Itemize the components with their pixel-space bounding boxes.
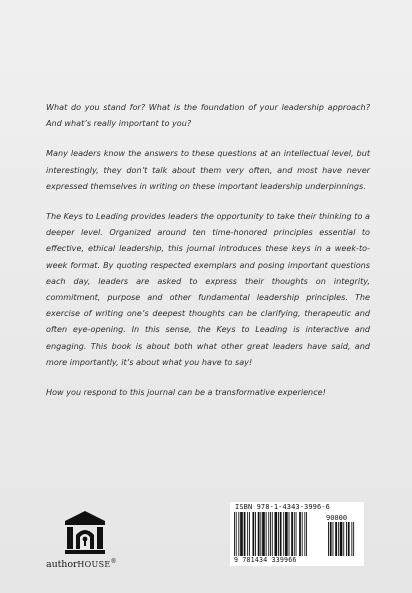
blurb-paragraph-1: What do you stand for? What is the foundation of your leadership approach? And what’s really important to you? bbox=[46, 102, 370, 129]
library-building-icon bbox=[61, 508, 109, 556]
publisher-name-prefix: author bbox=[46, 559, 78, 571]
publisher-name bbox=[46, 558, 138, 570]
publisher-logo bbox=[46, 508, 136, 570]
blurb-paragraph-4: How you respond to this journal can be a transformative experience! bbox=[46, 387, 326, 398]
publisher-name-suffix: HOUSE bbox=[77, 560, 111, 570]
ean-barcode bbox=[234, 512, 326, 556]
isbn-barcode bbox=[230, 502, 364, 566]
price-code: 90000 bbox=[326, 514, 348, 522]
price-addon-barcode bbox=[328, 522, 360, 556]
blurb-paragraph-3: The Keys to Leading provides leaders the opportunity to take their thinking to a deeper level. Organized around ten time-honored principles essential to effective, ethical leadership, this journal introduces these keys in a week-to-week format. By quoting respected exemplars and posing important questions each day, leaders are asked to express their thoughts on integrity, commitment, purpose and other fundamental leadership principles. The exercise of writing one’s deepest thoughts can be clarifying, therapeutic and often eye-opening. In this sense, the Keys to Leading is interactive and engaging. This book is about both what other great leaders have said, and more importantly, it’s about what you have to say! bbox=[46, 211, 370, 367]
blurb-text bbox=[46, 99, 370, 414]
registered-mark: ® bbox=[110, 558, 117, 565]
isbn-number: ISBN 978-1-4343-3996-6 bbox=[235, 503, 330, 511]
blurb-paragraph-2: Many leaders know the answers to these questions at an intellectual level, but interestingly, they don’t talk about them very often, and most have never expressed themselves in writing on these important leadership underpinnings. bbox=[46, 148, 370, 191]
barcode-digits: 9 781434 339966 bbox=[234, 556, 297, 564]
